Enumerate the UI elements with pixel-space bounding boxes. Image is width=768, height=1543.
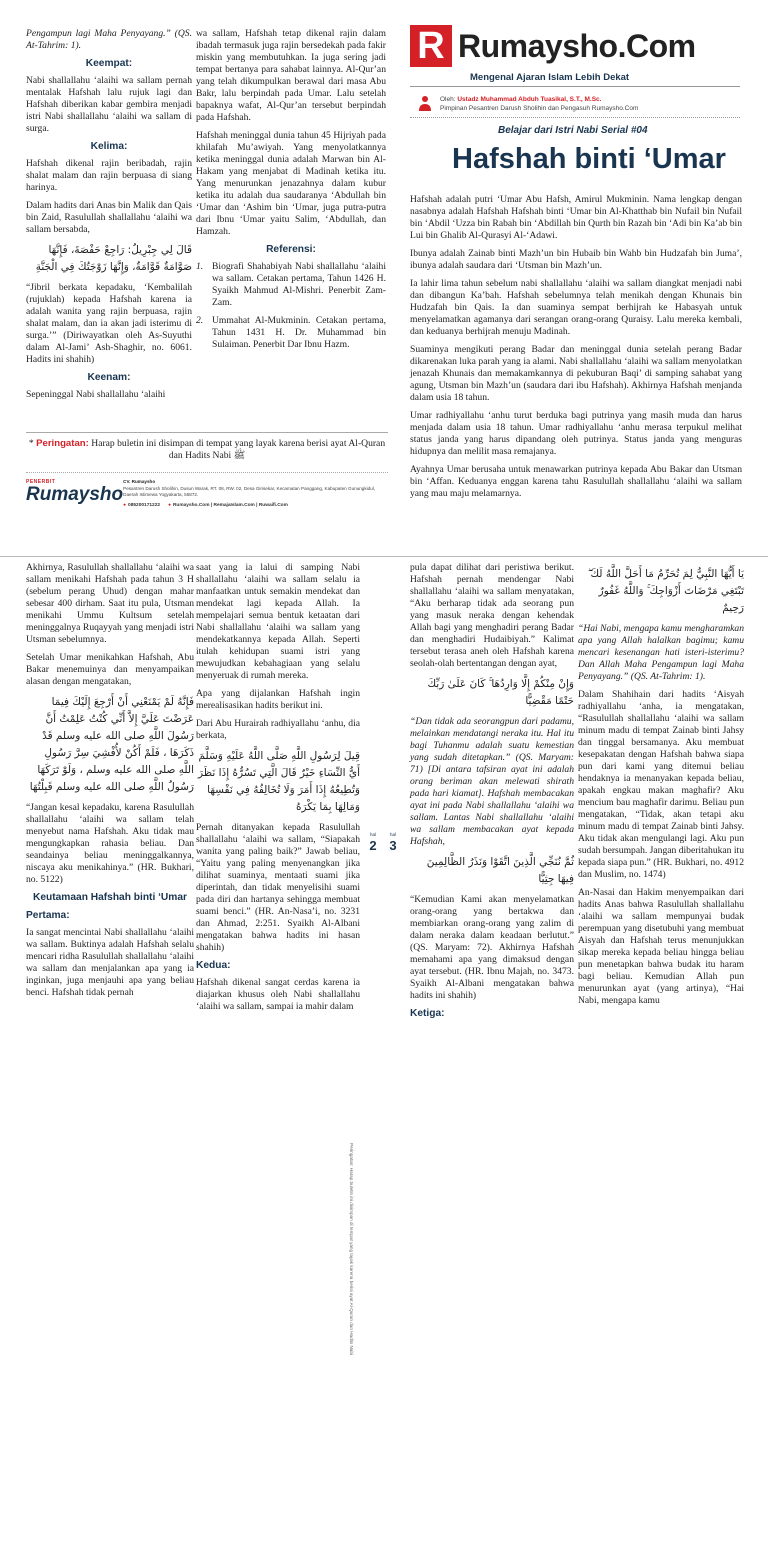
arabic-hadith: فَإِنَّهُ لَمْ يَمْنَعْنِي أَنْ أَرْجِعَ إِلَيْكَ فِيمَا عَرَضْتَ عَلَيَّ إِلاَّ أَنِّي كُنْتُ عَلِمْتُ أَنَّ رَسُولَ اللَّهِ صلى الله عليه وسلم قَدْ ذَكَرَهَا ، فَلَمْ أَكُنْ لأُفْشِيَ سِرَّ رَسُولِ اللَّهِ صلى الله عليه وسلم ، وَلَوْ تَرَكَهَا رَسُولُ اللَّهِ صلى الله عليه وسلم قَبِلْتُهَا [29, 696, 194, 793]
bottom-left-column [26, 562, 194, 1025]
arabic-hadith: قِيلَ لِرَسُولِ اللَّهِ صَلَّى اللَّهُ عَلَيْهِ وَسَلَّمَ أَيُّ النِّسَاءِ خَيْرٌ قَالَ الَّتِي تَسُرُّهُ إِذَا نَظَرَ وَتُطِيعُهُ إِذَا أَمَرَ وَلَا تُخَالِفُهُ فِي نَفْسِهَا وَمَالِهَا بِمَا يَكْرَهُ [197, 750, 360, 813]
reference-list [196, 261, 386, 351]
publisher-address: Pesantren Darush Sholihin, Dusun Warak, RT. 08, RW. 02, Desa Girisekar, Kecamatan Panggang, Kabupaten Gunungkidul, Daerah Istimewa Yogyakarta, 55872. [123, 485, 376, 497]
arabic-verse: يَا أَيُّهَا النَّبِيُّ لِمَ تُحَرِّمُ مَا أَحَلَّ اللَّهُ لَكَ ۖ تَبْتَغِي مَرْضَاتَ أَزْوَاجِكَ ۚ وَاللَّهُ غَفُورٌ رَحِيمٌ [587, 568, 744, 614]
paragraph: “Kemudian Kami akan menyelamatkan orang-orang yang bertakwa dan membiarkan orang-orang yang zalim di dalam neraka dalam keadaan berlutut.” (QS. Maryam: 72). Akhirnya Hafshah memahami apa yang dimaksud dengan ayat tersebut. (HR. Ibnu Majah, no. 3473. Syaikh Al-Albani mengatakan bahwa hadits ini shahih) [410, 894, 574, 1001]
paragraph: Nabi shallallahu ‘alaihi wa sallam pernah mentalak Hafshah lalu rujuk lagi dan Hafshah diberikan kabar gembira menjadi istri Nabi shallallahu ‘alaihi wa sallam di surga. [26, 75, 192, 134]
heading-kelima: Kelima: [90, 141, 128, 152]
paragraph: Suaminya mengikuti perang Badar dan meninggal dunia setelah perang Badar dikarenakan luka parah yang ia alami. Nabi shallallahu ‘alaihi wa sallam menyolatkan jenazah Khunais dan memakamkannya di pekuburan Baqi’ di samping sahabat yang agung, Utsman bin Mazh’un (saudara dari ibu Hafshah). Akhirnya Hafshah menjanda dalam usia 18 tahun. [410, 344, 742, 403]
author-block [440, 95, 638, 113]
note-bullet: * [28, 438, 37, 449]
author-name: Ustadz Muhammad Abduh Tuasikal, S.T., M.Sc. [457, 96, 602, 103]
bottom-third-column [410, 562, 574, 1025]
paragraph: “Jibril berkata kepadaku, ‘Kembalilah (rujuklah) kepada Hafshah karena ia adalah wanita yang rajin berpuasa, rajin shalat malam, dan ia akan jadi isterimu di surga.’” (Diriwayatkan oleh As-Suyuthi dalam Al-Jami’ Ash-Shaghir, no. 6061. Hadits ini shahih) [26, 282, 192, 365]
heading-keempat: Keempat: [85, 58, 133, 69]
heading-ketiga: Ketiga: [410, 1008, 445, 1019]
paragraph: saat yang ia lalui di samping Nabi shallallahu ‘alaihi wa sallam selalu ia manfaatkan untuk semakin mendekat dan mendekat lagi kepada Allah. Ia mempelajari semua bentuk ketaatan dari Nabi shallallahu ‘alaihi wa sallam yang mendekatkannya kepada Allah. Seperti itulah kehidupan suami istri yang mewujudkan kebahagiaan yang selalu menyeruak di rumah mereka. [196, 562, 360, 681]
paragraph: Ia lahir lima tahun sebelum nabi shallallahu ‘alaihi wa sallam diangkat menjadi nabi dan dibangun Ka’bah. Hafshah sebelumnya telah menikah dengan Khunais bin Hudzafah bin Qais. Ia dan suaminya sempat berhijrah ke Habasyah untuk menyelamatkan agamanya dari serangan orang-orang Quraisy. Lalu mereka kembali, dan keduanya berhijrah menuju Madinah. [410, 278, 742, 337]
author-avatar-icon [418, 95, 432, 111]
page-number-right [386, 832, 400, 855]
brand-name: Rumaysho.Com [458, 27, 696, 64]
front-page [0, 0, 768, 555]
reference-item [196, 261, 386, 309]
paragraph: Ayahnya Umar berusaha untuk menawarkan putrinya kepada Abu Bakar dan Utsman bin ‘Affan. Keduanya enggan karena tahu Rasulullah shallallahu ‘alaihi wa sallam yang mau maju melamarnya. [410, 464, 742, 499]
inner-pages [0, 556, 768, 1355]
note-label: Peringatan: [36, 438, 89, 449]
article-title: Hafshah binti ‘Umar [452, 143, 726, 175]
paragraph: wa sallam, Hafshah tetap dikenal rajin dalam ibadah termasuk juga rajin bersedekah pada fakir miskin yang membutuhkan. Ia juga sering jadi tempat bertanya para sahabat lainnya. Al-Qur’an yang telah dikumpulkan berawal dari masa Abu Bakr, lalu berpindah pada Umar. Lalu setelah bapaknya wafat, Al-Qur’an tersebut berpindah pada Hafshah. [196, 28, 386, 123]
publisher-site[interactable]: ● Rumaysho.Com | RemajaIslam.Com | Ruwaifi.Com [168, 503, 288, 510]
publisher-logo-small: PENERBIT [26, 479, 56, 485]
tagline: Mengenal Ajaran Islam Lebih Dekat [470, 72, 630, 83]
paragraph: “Hai Nabi, mengapa kamu mengharamkan apa yang Allah halalkan bagimu; kamu mencari kesenangan hati isteri-isterimu? Dan Allah Maha Pengampun lagi Maha Penyayang.” (QS. At-Tahrim: 1). [578, 623, 745, 682]
heading-keutamaan: Keutamaan Hafshah binti ‘Umar [33, 892, 187, 903]
paragraph: Umar radhiyallahu ‘anhu turut berduka bagi putrinya yang masih muda dan harus menjada dalam usia 18 tahun. Umar radhiyallahu ‘anhu merasa terpukul melihat status janda yang harus dipandang oleh putrinya. Status janda yang menguras hidupnya dan melilit masa remajanya. [410, 410, 742, 457]
arabic-hadith: قَالَ لِي جِبْرِيلُ: رَاجِعْ حَفْصَةَ، فَإِنَّهَا صَوَّامَةٌ قَوَّامَةٌ، وَإِنَّهَا زَوْجَتُكَ فِي الْجَنَّةِ [35, 244, 192, 273]
page-label: hal [389, 832, 396, 837]
publisher-info [123, 479, 388, 522]
heading-pertama: Pertama: [26, 910, 70, 921]
reference-number: 1. [196, 261, 204, 272]
paragraph: pula dapat dilihat dari peristiwa berikut. Hafshah pernah mendengar Nabi shallallahu ‘alaihi wa sallam menyatakan, “Aku berharap tidak ada seorang pun yang masuk neraka dengan kehendak Allah bagi yang menghadiri perang Badar dan menghadiri Hudaibiyah.” Kalimat tersebut terasa aneh oleh Hafshah karena seolah-olah bertentangan dengan ayat, [410, 562, 574, 669]
arabic-verse: وَإِنْ مِنْكُمْ إِلَّا وَارِدُهَا ۚ كَانَ عَلَىٰ رَبِّكَ حَتْمًا مَقْضِيًّا [427, 678, 574, 707]
paragraph: Akhirnya, Rasulullah shallallahu ‘alaihi wa sallam menikahi Hafshah pada tahun 3 H (sebelum perang Uhud) dengan mahar sebesar 400 dirham. Saat itu pula, Utsman menikahi Ummu Kultsum setelah meninggalnya Ruqayyah yang menjadi istri Utsman sebelumnya. [26, 562, 194, 645]
reference-text: Ummahat Al-Mukminin. Cetakan pertama, Tahun 1431 H. Dr. Muhammad bin Sulaiman. Penerbit Dar Ibnu Hazm. [212, 315, 386, 350]
masthead-logo[interactable] [410, 25, 696, 67]
publisher-name: CV. Rumaysho [123, 479, 156, 484]
divider [410, 117, 740, 118]
top-left-column [26, 28, 192, 426]
rumaysho-logo-icon: R [410, 25, 452, 67]
publisher-contacts [123, 503, 388, 510]
paragraph: Hafshah meninggal dunia tahun 45 Hijriyah pada khilafah Mu’awiyah. Yang menyolatkannya ketika meninggal dunia adalah Marwan bin Al-Hakam yang menjabat di Madinah ketika itu. Yang menurunkan jenazahnya dalam kubur ketika itu adalah dua saudaranya ‘Abdullah bin ‘Umar dan ‘Ashim bin ‘Umar, juga putra-putra dari Ibnu ‘Umar yaitu Salim, ‘Abdullah, dan Hamzah. [196, 130, 386, 237]
divider [410, 86, 740, 87]
paragraph: Hafshah adalah putri ‘Umar Abu Hafsh, Amirul Mukminin. Nama lengkap dengan nasabnya adalah Hafshah Hafshah binti ‘Umar bin Al-Khatthab bin Nufail bin Nufail bin ‘Abdil ‘Uzza bin Rabah bin ‘Abdillah bin Qurth bin Razah bin ‘Adi bin Ka’ab bin Lui bin Ghalib Al-Qurasyi Al-‘Adawi. [410, 194, 742, 241]
paragraph: Hafshah dikenal rajin beribadah, rajin shalat malam dan rajin berpuasa di siang harinya. [26, 158, 192, 193]
paragraph: Sepeninggal Nabi shallallahu ‘alaihi [26, 389, 166, 400]
author-role: Pimpinan Pesantren Darush Sholihin dan Pengasuh Rumaysho.Com [440, 105, 639, 112]
paragraph: Pernah ditanyakan kepada Rasulullah shallallahu ‘alaihi wa sallam, “Siapakah wanita yang paling baik?” Jawab beliau, “Yaitu yang paling menyenangkan jika dilihat suaminya, mentaati suami jika diperintah, dan tidak menyelisihi suami pada diri dan hartanya sehingga membuat suami benci.” (HR. An-Nasa’i, no. 3231 dan Ahmad, 2:251. Syaikh Al-Albani mengatakan bahwa hadits ini hasan shahih) [196, 822, 360, 953]
heading-kedua: Kedua: [196, 960, 231, 971]
page-number: 3 [389, 838, 397, 853]
paragraph: Apa yang dijalankan Hafshah ingin merealisasikan hadits berikut ini. [196, 688, 360, 711]
top-right-column [410, 194, 742, 524]
paragraph: Ia sangat mencintai Nabi shallallahu ‘alaihi wa sallam. Buktinya adalah Hafshah selalu mencari ridha Rasulullah shallallahu ‘alaihi wa sallam dan menjalankan apa yang ia inginkan, juga menjauhi apa yang beliau benci. Hafshah tidak pernah [26, 927, 194, 998]
bottom-middle-column [196, 562, 360, 1025]
paragraph: Pengampun lagi Maha Penyayang.” (QS. At-Tahrim: 1). [26, 28, 192, 51]
publisher-logo-big: Rumaysho [26, 484, 124, 505]
page-number: 2 [369, 838, 377, 853]
heading-keenam: Keenam: [87, 372, 131, 383]
paragraph: “Dan tidak ada seorangpun dari padamu, melainkan mendatangi neraka itu. Hal itu bagi Tuhanmu adalah suatu kemestian yang sudah ditetapkan.” (QS. Maryam: 71) [Di antara tafsiran ayat ini adalah orang beriman akan melewati shirath pada hari kiamat]. Hafshah membacakan ayat ini pada Nabi shallallahu ‘alaihi wa sallam. Lantas Nabi shallallahu ‘alaihi wa sallam membacakan ayat kepada Hafshah, [410, 716, 574, 847]
paragraph: Hafshah dikenal sangat cerdas karena ia diajarkan khusus oleh Nabi shallallahu ‘alaihi wa sallam, sampai ia mahir dalam [196, 977, 360, 1012]
paragraph: Setelah Umar menikahkan Hafshah, Abu Bakar menemuinya dan menyampaikan alasan dengan mengatakan, [26, 652, 194, 687]
reference-number: 2. [196, 315, 204, 326]
paragraph: An-Nasai dan Hakim menyempaikan dari hadits Anas bahwa Rasulullah shallallahu ‘alaihi wa sallam mempunyai budak perempuan yang disetubuhi yang membuat Aisyah dan Hafshah terus menunjukkan sikap mereka kepada beliau hingga beliau pun menetapkan bahwa budak itu haram bagi beliau. Kemudian Allah pun menurunkan ayat (yang artinya), “Hai Nabi, mengapa kamu [578, 887, 744, 1006]
reference-text: Biografi Shahabiyah Nabi shallallahu ‘alaihi wa sallam. Cetakan pertama, Tahun 1426 H. Syaikh Mahmud Al-Mishri. Penerbit Zam-Zam. [212, 261, 386, 308]
heading-referensi: Referensi: [266, 244, 316, 255]
paragraph: Dari Abu Hurairah radhiyallahu ‘anhu, dia berkata, [196, 718, 360, 741]
paragraph: Dalam hadits dari Anas bin Malik dan Qais bin Zaid, Rasulullah shallallahu ‘alaihi wa sallam bersabda, [26, 200, 192, 235]
publisher-footer [26, 472, 388, 522]
page-number-left [366, 832, 380, 855]
series-label: Belajar dari Istri Nabi Serial #04 [498, 125, 648, 136]
top-middle-column [196, 28, 386, 426]
page-label: hal [369, 832, 376, 837]
warning-note [26, 432, 388, 462]
author-prefix: Oleh: [440, 96, 456, 103]
bottom-right-column [578, 562, 744, 1025]
paragraph: Ibunya adalah Zainab binti Mazh’un bin Hubaib bin Wahb bin Hudzafah bin Juma’, ibunya adalah saudara dari ‘Utsman bin Mazh’un. [410, 248, 742, 271]
publisher-phone[interactable]: ● 085200171222 [123, 503, 160, 510]
publisher-logo[interactable] [26, 479, 123, 522]
paragraph: Dalam Shahihain dari hadits ‘Aisyah radhiyallahu ‘anha, ia mengatakan, “Rasulullah shallallahu ‘alaihi wa sallam minum madu di tempat Zainab binti Jahsy dan tinggal bersamanya. Aku membuat kesepakatan dengan Hafshah bahwa siapa pun dari kami yang ditemui beliau hendaknya ia menanyakan kepada beliau, apakah engkau makan maghafir? Aku mencium bau maghafir darimu. Beliau pun mengatakan, “Tidak, akan tetapi aku minum madu di tempat Zainab binti Jahsy. Aku tidak akan mengulangi lagi. Aku pun sudah bersumpah. Jangan diberitahukan itu kepada siapa pun.” (HR. Bukhari, no. 4912 dan Muslim, no. 1474) [578, 689, 744, 880]
paragraph: “Jangan kesal kepadaku, karena Rasulullah shallallahu ‘alaihi wa sallam telah menyebut nama Hafshah. Aku tidak mau mengungkapkan rahasia beliau. Dan seandainya beliau meninggalkannya, niscaya aku menikahinya.” (HR. Bukhari, no. 5122) [26, 802, 194, 885]
arabic-verse: ثُمَّ نُنَجِّي الَّذِينَ اتَّقَوْا وَنَذَرُ الظَّالِمِينَ فِيهَا جِثِيًّا [426, 856, 574, 885]
vertical-warning-strip: Peringatan: Harap buletin ini disimpan di tempat yang layak karena berisi ayat Al-Quran dan Hadits Nabi [349, 1143, 354, 1355]
reference-item [196, 315, 386, 351]
note-text: Harap buletin ini disimpan di tempat yang layak karena berisi ayat Al-Quran dan Hadits Nabi ﷺ [91, 438, 386, 461]
